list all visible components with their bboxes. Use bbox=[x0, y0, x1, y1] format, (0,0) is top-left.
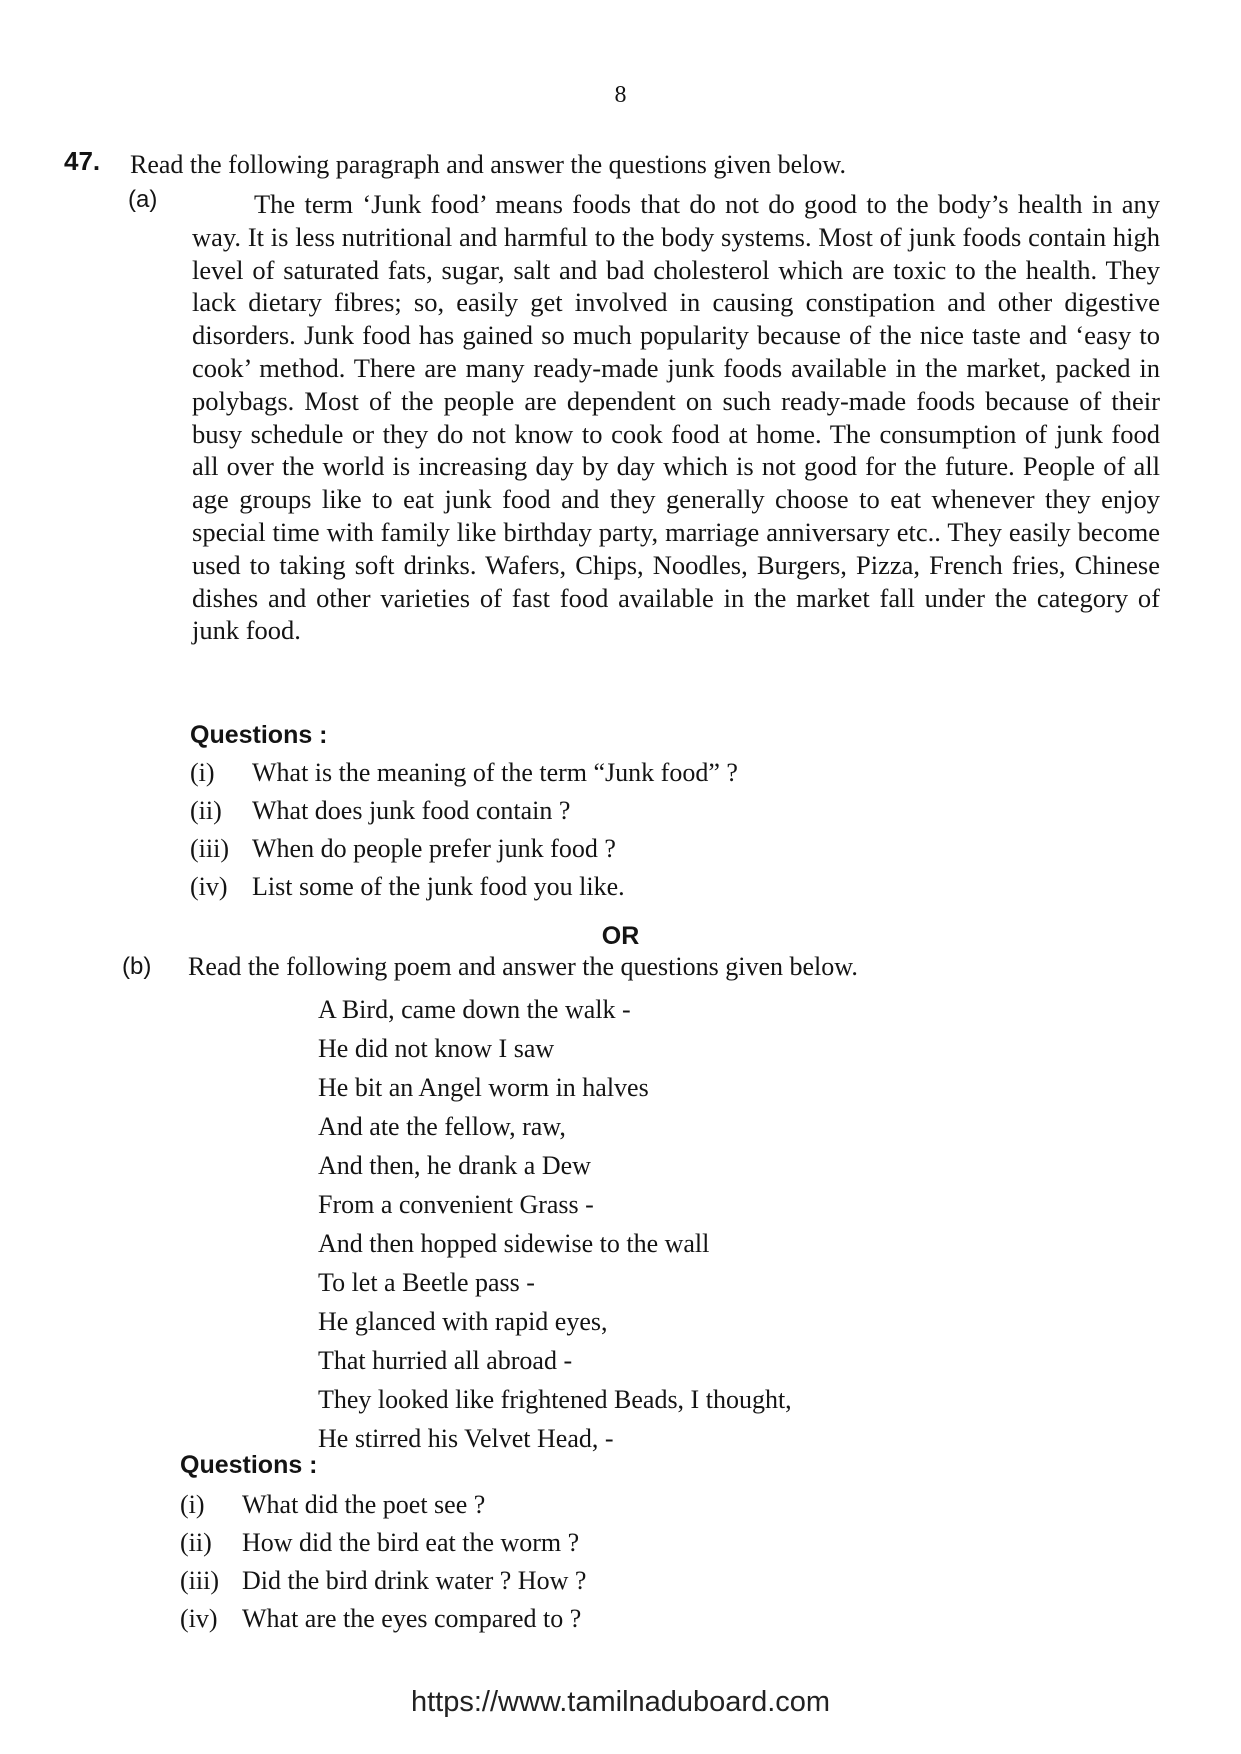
question-text: What does junk food contain ? bbox=[252, 796, 571, 825]
poem-line: A Bird, came down the walk - bbox=[318, 995, 631, 1024]
part-b-questions-title: Questions : bbox=[180, 1451, 318, 1479]
poem bbox=[318, 992, 792, 1460]
question-text: How did the bird eat the worm ? bbox=[242, 1528, 580, 1557]
part-b-question-row bbox=[180, 1604, 581, 1634]
part-b-question-row bbox=[180, 1528, 579, 1558]
question-text: What are the eyes compared to ? bbox=[242, 1604, 582, 1633]
question-text: List some of the junk food you like. bbox=[252, 872, 625, 901]
part-a-question-row bbox=[190, 758, 738, 788]
question-num: (i) bbox=[190, 758, 215, 787]
poem-line: From a convenient Grass - bbox=[318, 1190, 594, 1219]
part-a-label: (a) bbox=[128, 186, 158, 213]
poem-line: He stirred his Velvet Head, - bbox=[318, 1424, 614, 1453]
poem-line: And then hopped sidewise to the wall bbox=[318, 1229, 710, 1258]
or-separator: OR bbox=[601, 922, 640, 950]
question-text: When do people prefer junk food ? bbox=[252, 834, 616, 863]
poem-line: He did not know I saw bbox=[318, 1034, 555, 1063]
question-num: (iii) bbox=[190, 834, 229, 863]
poem-line: And ate the fellow, raw, bbox=[318, 1112, 566, 1141]
question-num: (ii) bbox=[180, 1528, 212, 1557]
question-instruction: Read the following paragraph and answer the questions given below. bbox=[130, 150, 847, 179]
poem-line: That hurried all abroad - bbox=[318, 1346, 573, 1375]
poem-line: And then, he drank a Dew bbox=[318, 1151, 591, 1180]
part-b-label: (b) bbox=[122, 953, 152, 980]
part-a-question-row bbox=[190, 872, 625, 902]
question-num: (iii) bbox=[180, 1566, 219, 1595]
question-num: (iv) bbox=[180, 1604, 218, 1633]
question-text: What is the meaning of the term “Junk food” ? bbox=[252, 758, 738, 787]
part-a-question-row bbox=[190, 796, 570, 826]
question-text: What did the poet see ? bbox=[242, 1490, 486, 1519]
part-a-question-row bbox=[190, 834, 616, 864]
part-b-question-row bbox=[180, 1490, 485, 1520]
question-num: (ii) bbox=[190, 796, 222, 825]
question-num: (iv) bbox=[190, 872, 228, 901]
junk-food-paragraph bbox=[192, 188, 1160, 647]
poem-line: To let a Beetle pass - bbox=[318, 1268, 535, 1297]
question-number: 47. bbox=[64, 146, 101, 176]
part-b-instruction: Read the following poem and answer the questions given below. bbox=[188, 952, 858, 981]
poem-line: They looked like frightened Beads, I thought, bbox=[318, 1385, 792, 1414]
paragraph-text: The term ‘Junk food’ means foods that do not do good to the body’s health in any way. It is less nutritional and harmful to the body systems. Most of junk foods contain high level of saturated fats, sugar, salt and bad cholesterol which are toxic to the health. They lack dietary fibres; so, easily get involved in causing constipation and other digestive disorders. Junk food has gained so much popularity because of the nice taste and ‘easy to cook’ method. There are many ready-made junk foods available in the market, packed in polybags. Most of the people are dependent on such ready-made foods because of their busy schedule or they do not know to cook food at home. The consumption of junk food all over the world is increasing day by day which is not good for the future. People of all age groups like to eat junk food and they generally choose to eat whenever they enjoy special time with family like birthday party, marriage anniversary etc.. They easily become used to taking soft drinks. Wafers, Chips, Noodles, Burgers, Pizza, French fries, Chinese dishes and other varieties of fast food available in the market fall under the category of junk food. bbox=[192, 189, 1160, 646]
part-a-questions-title: Questions : bbox=[190, 721, 328, 749]
footer-url[interactable]: https://www.tamilnaduboard.com bbox=[410, 1686, 831, 1718]
poem-line: He glanced with rapid eyes, bbox=[318, 1307, 608, 1336]
poem-line: He bit an Angel worm in halves bbox=[318, 1073, 649, 1102]
question-text: Did the bird drink water ? How ? bbox=[242, 1566, 587, 1595]
part-b-question-row bbox=[180, 1566, 586, 1596]
question-num: (i) bbox=[180, 1490, 205, 1519]
page-number: 8 bbox=[614, 82, 627, 108]
